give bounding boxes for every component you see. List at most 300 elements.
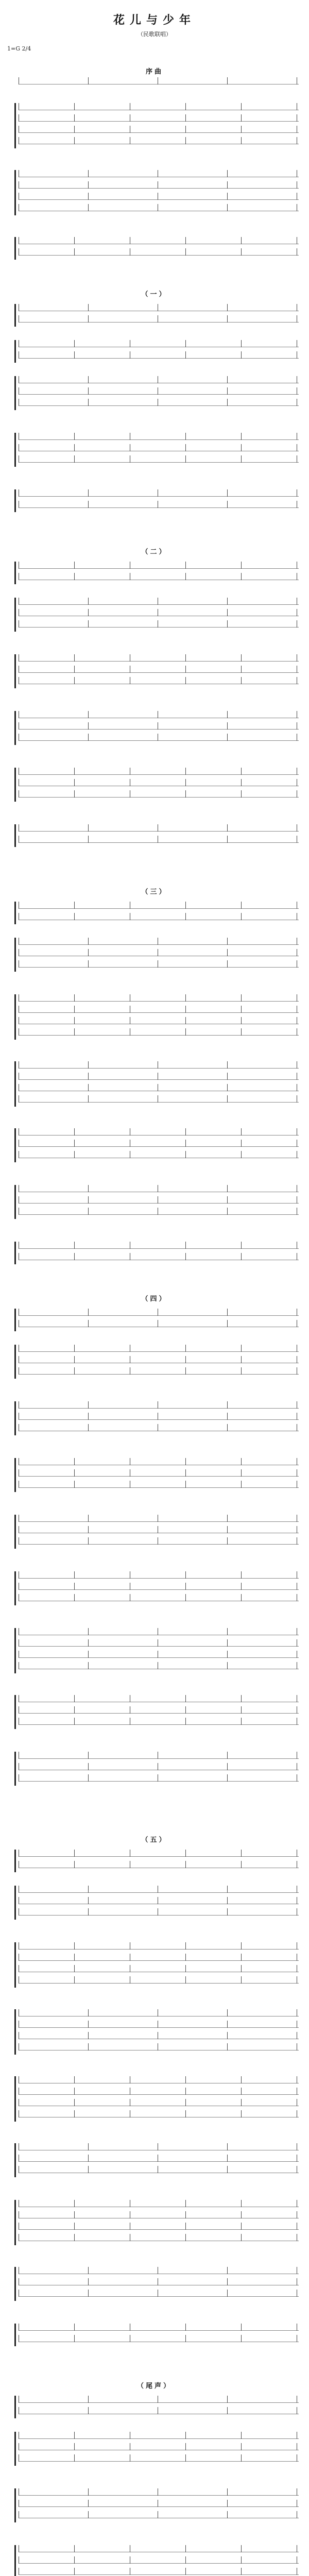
measure-barline [74, 1706, 75, 1714]
measure-barline [74, 2076, 75, 2083]
measure-barline [74, 1861, 75, 1868]
notation-row [19, 1401, 299, 1409]
notation-row [19, 734, 299, 741]
system-bracket [14, 2432, 16, 2466]
notation-row [19, 1084, 299, 1091]
staff-baseline [19, 967, 299, 968]
notation-row [19, 902, 299, 909]
measure-barline [227, 620, 228, 628]
staff-baseline [19, 2461, 299, 2462]
measure-barline [185, 1706, 186, 1714]
measure-barline [227, 1309, 228, 1316]
measure-barline [88, 2166, 89, 2173]
notation-row [19, 2568, 299, 2575]
measure-barline [227, 2166, 228, 2173]
notation-row [19, 677, 299, 684]
measure-barline [227, 387, 228, 395]
measure-barline [227, 2290, 228, 2297]
notation-row [19, 790, 299, 798]
measure-barline [185, 790, 186, 798]
measure-barline [88, 387, 89, 395]
measure-barline [74, 340, 75, 347]
measure-barline [88, 1662, 89, 1669]
notation-row [19, 2545, 299, 2552]
staff-system [14, 170, 299, 215]
measure-barline [227, 938, 228, 945]
measure-barline [88, 376, 89, 383]
system-bracket [14, 237, 16, 260]
measure-barline [241, 433, 242, 440]
notation-row [19, 2454, 299, 2462]
staff-baseline [19, 1758, 299, 1759]
measure-barline [241, 2200, 242, 2207]
measure-barline [241, 1965, 242, 1972]
measure-barline [227, 1537, 228, 1545]
measure-barline [88, 2267, 89, 2274]
measure-barline [227, 2267, 228, 2274]
measure-barline [88, 2032, 89, 2039]
notation-row [19, 2211, 299, 2218]
measure-barline [241, 1954, 242, 1961]
measure-barline [88, 170, 89, 177]
staff-baseline [19, 1544, 299, 1545]
staff-baseline [19, 1351, 299, 1352]
notation-row [19, 1942, 299, 1950]
measure-barline [241, 1695, 242, 1702]
measure-barline [88, 1752, 89, 1759]
notation-row [19, 836, 299, 843]
notation-row [19, 1061, 299, 1069]
staff-baseline [19, 661, 299, 662]
measure-barline [241, 1481, 242, 1488]
measure-barline [185, 1583, 186, 1590]
measure-barline [74, 103, 75, 110]
measure-barline [227, 2488, 228, 2496]
notation-row [19, 2278, 299, 2285]
measure-barline [185, 1017, 186, 1024]
measure-barline [241, 2454, 242, 2462]
measure-barline [74, 779, 75, 786]
notation-row [19, 2143, 299, 2150]
notation-row [19, 387, 299, 395]
staff-system [14, 1886, 299, 1920]
notation-row [19, 1469, 299, 1477]
staff-baseline [19, 2094, 299, 2095]
measure-barline [227, 2396, 228, 2403]
measure-barline [227, 1908, 228, 1916]
measure-barline [241, 114, 242, 122]
measure-barline [88, 1774, 89, 1782]
notation-row [19, 1413, 299, 1420]
measure-barline [74, 2545, 75, 2552]
notation-row [19, 1481, 299, 1488]
system-bracket [14, 1401, 16, 1435]
measure-barline [227, 1208, 228, 1215]
notation-row [19, 2009, 299, 2016]
measure-barline [227, 489, 228, 497]
staff-system [14, 1942, 299, 1988]
measure-barline [241, 2211, 242, 2218]
measure-barline [74, 1976, 75, 1984]
measure-barline [185, 248, 186, 256]
notation-row [19, 1965, 299, 1972]
notation-row [19, 181, 299, 189]
measure-barline [227, 949, 228, 956]
measure-barline [74, 1583, 75, 1590]
measure-barline [227, 1413, 228, 1420]
measure-barline [185, 1128, 186, 1136]
system-bracket [14, 2009, 16, 2055]
measure-barline [74, 1151, 75, 1158]
measure-barline [74, 2088, 75, 2095]
measure-barline [227, 77, 228, 84]
notation-row [19, 2290, 299, 2297]
notation-row [19, 1006, 299, 1013]
staff-system [14, 1515, 299, 1549]
system-bracket [14, 2488, 16, 2522]
key-signature: 1=G 2/4 [7, 45, 31, 52]
measure-barline [241, 1367, 242, 1375]
measure-barline [185, 677, 186, 684]
system-bracket [14, 994, 16, 1040]
measure-barline [241, 1253, 242, 1260]
staff-baseline [19, 1892, 299, 1893]
measure-barline [185, 114, 186, 122]
staff-baseline [19, 1781, 299, 1782]
measure-barline [227, 2407, 228, 2414]
measure-barline [241, 237, 242, 244]
measure-barline [241, 103, 242, 110]
score-title: 花儿与少年 [113, 13, 196, 27]
measure-barline [241, 2110, 242, 2117]
measure-barline [88, 1526, 89, 1533]
measure-barline [227, 1628, 228, 1635]
notation-row [19, 913, 299, 920]
staff-baseline [19, 1035, 299, 1036]
measure-barline [88, 489, 89, 497]
staff-baseline [19, 2438, 299, 2439]
notation-row [19, 444, 299, 451]
notation-row [19, 824, 299, 832]
measure-barline [227, 836, 228, 843]
measure-barline [241, 2324, 242, 2331]
measure-barline [74, 1006, 75, 1013]
measure-barline [74, 1128, 75, 1136]
measure-barline [227, 1752, 228, 1759]
staff-system [14, 376, 299, 410]
staff-baseline [19, 1374, 299, 1375]
measure-barline [88, 1886, 89, 1893]
notation-row [19, 2223, 299, 2230]
system-bracket [14, 170, 16, 215]
notation-row [19, 248, 299, 256]
measure-barline [88, 315, 89, 323]
measure-barline [74, 1942, 75, 1950]
measure-barline [227, 1886, 228, 1893]
staff-baseline [19, 831, 299, 832]
system-bracket [14, 1571, 16, 1605]
notation-row [19, 237, 299, 244]
measure-barline [74, 1345, 75, 1352]
measure-barline [74, 2556, 75, 2564]
staff-system [14, 77, 299, 89]
staff-system [14, 2267, 299, 2301]
staff-system [14, 1128, 299, 1162]
measure-barline [185, 1356, 186, 1363]
notation-row [19, 2511, 299, 2518]
measure-barline [185, 2454, 186, 2462]
staff-baseline [19, 1960, 299, 1961]
measure-barline [185, 2568, 186, 2575]
staff-system [14, 2200, 299, 2245]
section-heading-1: （一） [141, 291, 168, 298]
measure-barline [227, 722, 228, 730]
system-bracket [14, 711, 16, 745]
measure-barline [241, 2432, 242, 2439]
staff-system [14, 1571, 299, 1605]
measure-barline [241, 779, 242, 786]
notation-row [19, 1151, 299, 1158]
notation-row [19, 2234, 299, 2241]
notation-row [19, 1718, 299, 1725]
staff-baseline [19, 1915, 299, 1916]
measure-barline [74, 2099, 75, 2106]
measure-barline [185, 137, 186, 144]
measure-barline [241, 126, 242, 133]
staff-system [14, 1401, 299, 1435]
system-bracket [14, 2200, 16, 2245]
measure-barline [241, 994, 242, 1002]
system-bracket [14, 768, 16, 802]
staff-baseline [19, 1315, 299, 1316]
measure-barline [185, 126, 186, 133]
measure-barline [227, 376, 228, 383]
staff-baseline [19, 1001, 299, 1002]
staff-baseline [19, 1657, 299, 1658]
system-bracket [14, 2396, 16, 2418]
measure-barline [88, 2043, 89, 2050]
measure-barline [74, 1718, 75, 1725]
measure-barline [88, 1908, 89, 1916]
measure-barline [227, 2500, 228, 2507]
staff-baseline [19, 604, 299, 605]
notation-row [19, 1908, 299, 1916]
measure-barline [185, 654, 186, 662]
staff-baseline [19, 1102, 299, 1103]
notation-row [19, 1073, 299, 1080]
measure-barline [227, 1662, 228, 1669]
staff-baseline [19, 322, 299, 323]
system-bracket [14, 1752, 16, 1786]
staff-baseline [19, 672, 299, 673]
measure-barline [88, 204, 89, 211]
staff-system [14, 902, 299, 924]
measure-barline [241, 562, 242, 569]
measure-barline [227, 204, 228, 211]
staff-system [14, 1628, 299, 1673]
measure-barline [227, 1651, 228, 1658]
measure-barline [185, 994, 186, 1002]
measure-barline [74, 562, 75, 569]
staff-system [14, 1458, 299, 1492]
staff-baseline [19, 774, 299, 775]
staff-system [14, 433, 299, 467]
measure-barline [185, 902, 186, 909]
staff-system [14, 2076, 299, 2122]
notation-row [19, 2032, 299, 2039]
measure-barline [74, 444, 75, 451]
staff-baseline [19, 740, 299, 741]
staff-system [14, 1345, 299, 1379]
measure-barline [241, 1345, 242, 1352]
measure-barline [241, 1571, 242, 1579]
measure-barline [241, 351, 242, 359]
staff-baseline [19, 2495, 299, 2496]
notation-row [19, 1651, 299, 1658]
system-bracket [14, 489, 16, 512]
measure-barline [185, 1140, 186, 1147]
measure-barline [74, 1965, 75, 1972]
measure-barline [88, 1095, 89, 1103]
system-bracket [14, 103, 16, 148]
notation-row [19, 1140, 299, 1147]
notation-row [19, 376, 299, 383]
measure-barline [185, 1861, 186, 1868]
system-bracket [14, 598, 16, 632]
notation-row [19, 960, 299, 968]
staff-system [14, 103, 299, 148]
system-bracket [14, 824, 16, 847]
notation-row [19, 2396, 299, 2403]
measure-barline [185, 1942, 186, 1950]
notation-row [19, 137, 299, 144]
staff-baseline [19, 496, 299, 497]
staff-baseline [19, 1578, 299, 1579]
notation-row [19, 2088, 299, 2095]
notation-row [19, 1954, 299, 1961]
measure-barline [88, 2009, 89, 2016]
measure-barline [227, 1095, 228, 1103]
measure-barline [241, 1128, 242, 1136]
staff-baseline [19, 568, 299, 569]
notation-row [19, 1537, 299, 1545]
measure-barline [227, 1526, 228, 1533]
staff-system [14, 2009, 299, 2055]
notation-row [19, 2335, 299, 2342]
staff-baseline [19, 1856, 299, 1857]
staff-system [14, 654, 299, 688]
staff-baseline [19, 1012, 299, 1013]
staff-baseline [19, 439, 299, 440]
measure-barline [185, 351, 186, 359]
notation-row [19, 501, 299, 508]
measure-barline [185, 2545, 186, 2552]
notation-row [19, 620, 299, 628]
notation-row [19, 1320, 299, 1327]
notation-row [19, 779, 299, 786]
measure-barline [227, 1774, 228, 1782]
notation-row [19, 1128, 299, 1136]
staff-system [14, 1242, 299, 1264]
measure-barline [241, 1942, 242, 1950]
notation-row [19, 2110, 299, 2117]
measure-barline [88, 1537, 89, 1545]
measure-barline [241, 573, 242, 580]
measure-barline [74, 994, 75, 1002]
notation-row [19, 2500, 299, 2507]
section-heading-2: （二） [141, 548, 168, 556]
measure-barline [241, 1028, 242, 1036]
measure-barline [241, 248, 242, 256]
notation-row [19, 2443, 299, 2450]
notation-row [19, 170, 299, 177]
measure-barline [241, 455, 242, 463]
measure-barline [227, 2032, 228, 2039]
staff-baseline [19, 1135, 299, 1136]
measure-barline [185, 2234, 186, 2241]
measure-barline [74, 1356, 75, 1363]
staff-system [14, 1061, 299, 1107]
notation-row [19, 1628, 299, 1635]
staff-baseline [19, 1079, 299, 1080]
measure-barline [88, 609, 89, 616]
staff-baseline [19, 2402, 299, 2403]
measure-barline [241, 2568, 242, 2575]
staff-baseline [19, 2161, 299, 2162]
notation-row [19, 666, 299, 673]
measure-barline [88, 1208, 89, 1215]
system-bracket [14, 2143, 16, 2177]
measure-barline [241, 1583, 242, 1590]
notation-row [19, 711, 299, 718]
measure-barline [88, 1084, 89, 1091]
measure-barline [74, 2432, 75, 2439]
staff-baseline [19, 842, 299, 843]
system-bracket [14, 938, 16, 972]
measure-barline [185, 1028, 186, 1036]
notation-row [19, 1367, 299, 1375]
staff-system [14, 824, 299, 847]
notation-row [19, 2200, 299, 2207]
staff-baseline [19, 627, 299, 628]
measure-barline [241, 1017, 242, 1024]
notation-row [19, 598, 299, 605]
notation-row [19, 1774, 299, 1782]
measure-barline [74, 2200, 75, 2207]
staff-baseline [19, 358, 299, 359]
measure-barline [185, 913, 186, 920]
measure-barline [74, 455, 75, 463]
notation-row [19, 1850, 299, 1857]
staff-baseline [19, 1521, 299, 1522]
measure-barline [185, 2432, 186, 2439]
staff-system [14, 711, 299, 745]
system-bracket [14, 562, 16, 584]
staff-system [14, 562, 299, 584]
measure-barline [241, 1861, 242, 1868]
measure-barline [185, 2099, 186, 2106]
staff-baseline [19, 405, 299, 406]
measure-barline [88, 2500, 89, 2507]
notation-row [19, 1752, 299, 1759]
measure-barline [74, 1367, 75, 1375]
notation-row [19, 1515, 299, 1522]
measure-barline [185, 1151, 186, 1158]
measure-barline [185, 2110, 186, 2117]
staff-baseline [19, 462, 299, 463]
measure-barline [227, 1424, 228, 1431]
measure-barline [241, 1718, 242, 1725]
